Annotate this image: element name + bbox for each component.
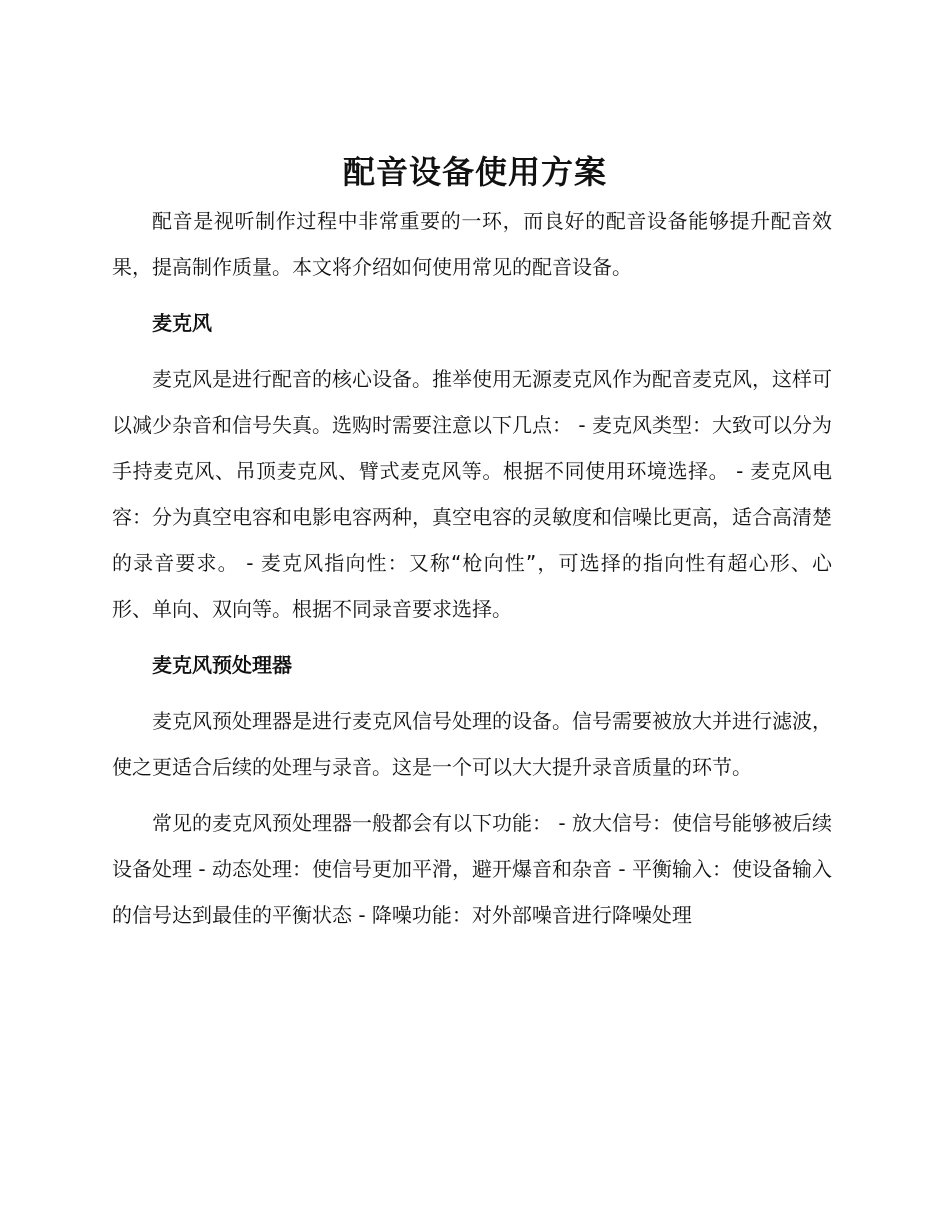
section-heading-microphone: 麦克风 (152, 311, 212, 335)
paragraph-microphone: 麦克风是进行配音的核心设备。推举使用无源麦克风作为配音麦克风，这样可以减少杂音和信号失真。选购时需要注意以下几点： - 麦克风类型：大致可以分为手持麦克风、吊顶麦克风、臂式麦克风等。根据不同使用环境选择。 - 麦克风电容：分为真空电容和电影电容两种，真空电容的灵敏度和信噪比更高，适合高清楚的录音要求。 - 麦克风指向性：又称“枪向性”，可选择的指向性有超心形、心形、单向、双向等。根据不同录音要求选择。 (112, 367, 832, 621)
intro-paragraph: 配音是视听制作过程中非常重要的一环，而良好的配音设备能够提升配音效果，提高制作质量。本文将介绍如何使用常见的配音设备。 (112, 209, 832, 279)
document-body (112, 198, 832, 938)
paragraph-preprocessor-functions: 常见的麦克风预处理器一般都会有以下功能： - 放大信号：使信号能够被后续设备处理 - 动态处理：使信号更加平滑，避开爆音和杂音 - 平衡输入：使设备输入的信号达到最佳的平衡状态 - 降噪功能：对外部噪音进行降噪处理 (112, 811, 832, 927)
section-preprocessor (112, 642, 832, 938)
paragraph-preprocessor-intro: 麦克风预处理器是进行麦克风信号处理的设备。信号需要被放大并进行滤波，使之更适合后续的处理与录音。这是一个可以大大提升录音质量的环节。 (112, 709, 832, 779)
section-microphone (112, 300, 832, 632)
document-title: 配音设备使用方案 (342, 153, 607, 191)
section-heading-preprocessor: 麦克风预处理器 (152, 653, 292, 677)
